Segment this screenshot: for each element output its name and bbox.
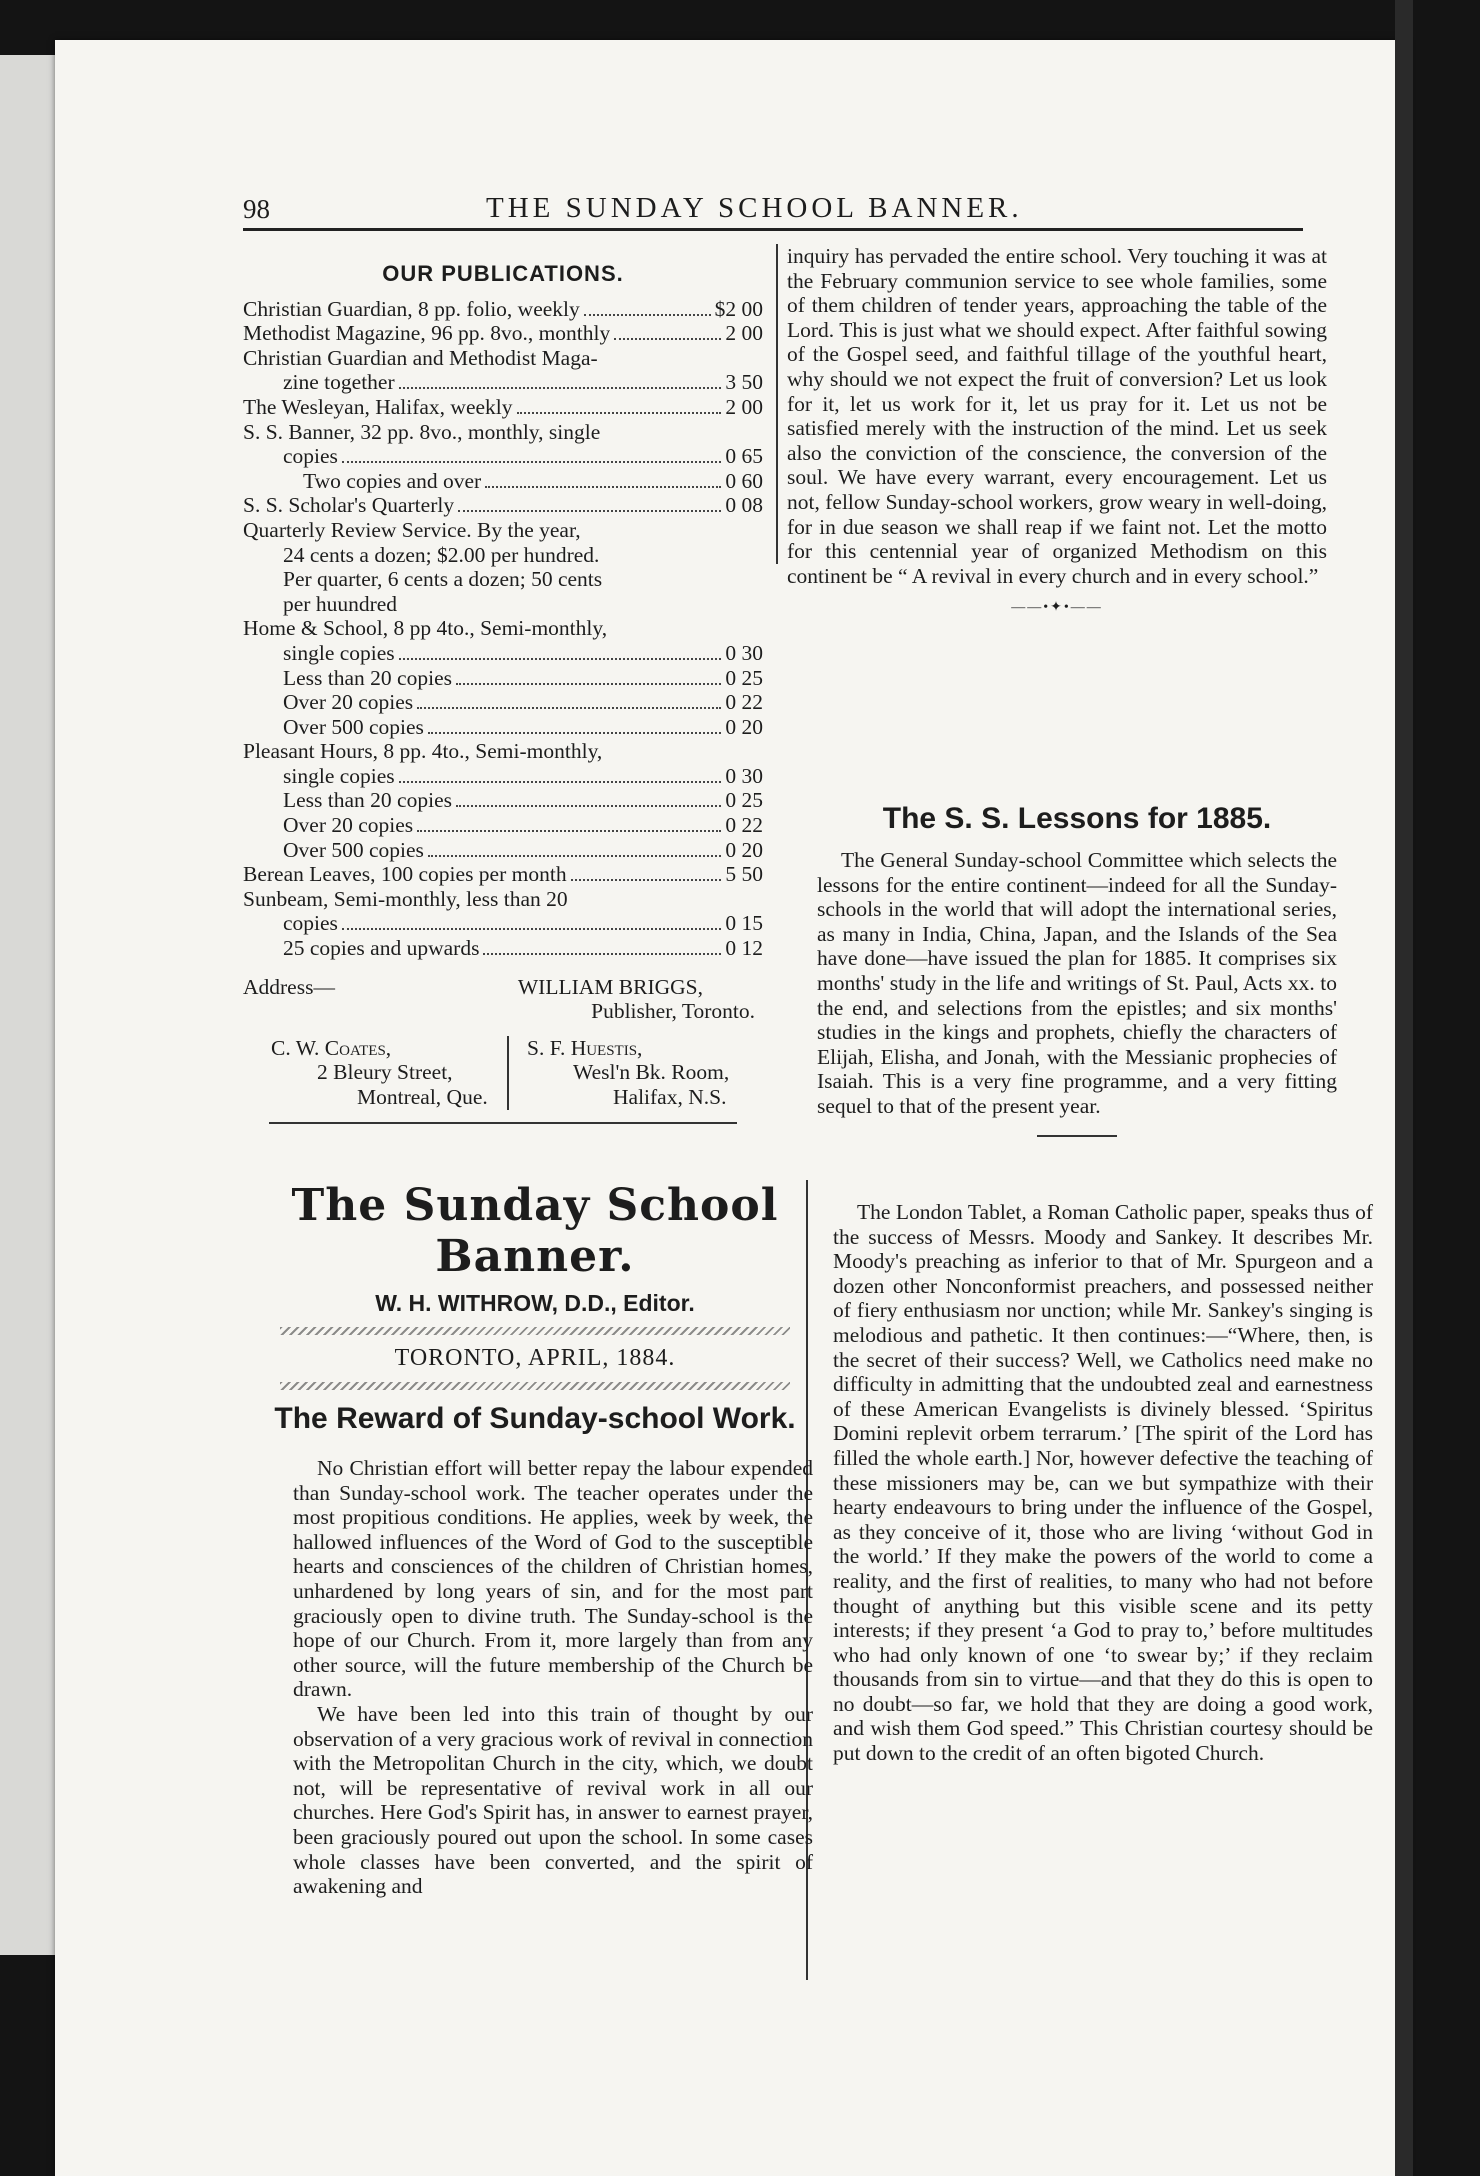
publication-row [243, 616, 763, 641]
leader-dots [399, 781, 722, 783]
publication-name: Christian Guardian, 8 pp. folio, weekly [243, 296, 580, 321]
publication-name: Pleasant Hours, 8 pp. 4to., Semi-monthly, [243, 739, 603, 764]
leader-dots [517, 412, 722, 414]
leader-dots [342, 461, 721, 463]
leader-dots [584, 314, 711, 316]
publication-price: 0 08 [725, 493, 763, 518]
article-paragraph: inquiry has pervaded the entire school. Very touching it was at the February communion service to see whole families, some of them children of tender years, approaching the table of the Lord. This is just what we should expect. After faithful sowing of the Gospel seed, and faithful tillage of the youthful heart, why should we not expect the fruit of conversion? Let us look for it, let us work for it, let us pray for it. Let us not be satisfied merely with the instruction of the mind. Let us seek also the conviction of the conscience, the conversion of the soul. We have every warrant, every encouragement. Let us not, fellow Sunday-school workers, grow weary in well-doing, for in due season we shall reap if we faint not. Let the motto for this centennial year of organized Methodism on this continent be “ A revival in every church and in every school.” [787, 244, 1327, 588]
publications-box [243, 262, 763, 1136]
publication-name: Home & School, 8 pp 4to., Semi-monthly, [243, 616, 608, 641]
agent-montreal [243, 1036, 509, 1110]
publication-price: 0 60 [725, 468, 763, 493]
publication-price: 0 22 [725, 813, 763, 838]
publication-row [243, 641, 763, 666]
next-page-edge [1395, 0, 1413, 2176]
publication-name: Over 500 copies [283, 837, 424, 862]
publication-price: 0 25 [725, 788, 763, 813]
article-paragraph: The General Sunday-school Committee which selects the lessons for the entire continent—indeed for all the Sunday-schools in the world that will adopt the international series, as many in India, China, Japan, and the Islands of the Sea have done—have issued the plan for 1885. It comprises six months' study in the life and writings of St. Paul, Acts xx. to the end, and selections from the epistles; and six months' studies in the kings and prophets, chiefly the characters of Elijah, Elisha, and Jonah, with the Messianic prophecies of Isaiah. This is a very fine programme, and a very fitting sequel to that of the present year. [817, 848, 1337, 1118]
publication-name: Over 500 copies [283, 714, 424, 739]
leader-dots [458, 510, 721, 512]
article-reward-body [293, 1456, 813, 1899]
publication-row [243, 370, 763, 395]
publication-price: 0 12 [725, 936, 763, 961]
page-header [243, 188, 1303, 228]
publication-price: 0 22 [725, 690, 763, 715]
article-reward-continued [787, 244, 1327, 629]
publication-row [243, 420, 763, 445]
agent-street: 2 Bleury Street, [317, 1060, 453, 1085]
page-number: 98 [243, 194, 270, 224]
publication-row [243, 469, 763, 494]
masthead [270, 1180, 800, 1448]
publication-row [243, 862, 763, 887]
publication-row [243, 911, 763, 936]
leader-dots [428, 855, 721, 857]
publication-price: $2 00 [714, 296, 763, 321]
publication-name: Two copies and over [303, 468, 482, 493]
leader-dots [342, 928, 721, 930]
masthead-editor: W. H. WITHROW, D.D., Editor. [375, 1290, 695, 1316]
article-paragraph: The London Tablet, a Roman Catholic paper, speaks thus of the success of Messrs. Moody and Sankey. It describes Mr. Moody's preaching as inferior to that of Mr. Spurgeon and a dozen other Nonconformist preachers, and possessed neither of fiery enthusiasm nor unction; while Mr. Sankey's singing is melodious and pathetic. It then continues:—“Where, then, is the secret of their success? Well, we Catholics need make no difficulty in admitting that the undoubted zeal and earnestness of these American Evangelists is divinely blessed. ‘Spiritus Domini replevit orbem terrarum.’ [The spirit of the Lord has filled the whole earth.] Nor, however defective the teaching of these missioners may be, can we but sympathize with their hearty endeavours to bring under the influence of the Gospel, as they conceive of it, those who are living ‘without God in the world.’ If they make the powers of the world to come a reality, and the first of realities, to many who had not before thought of anything but this visible scene and its petty interests; if they present ‘a God to pray to,’ before multitudes who had only known of one ‘to swear by;’ if they reclaim thousands from sin to virtue—and that they do this is open to no doubt—so far, we hold that they are doing a good work, and wish them God speed.” This Christian courtesy should be put down to the credit of an often bigoted Church. [833, 1200, 1373, 1766]
publication-name: Christian Guardian and Methodist Maga- [243, 345, 598, 370]
publication-price: 0 65 [725, 444, 763, 469]
wavy-rule [280, 1327, 790, 1335]
publication-name: single copies [283, 640, 395, 665]
publication-price: 0 20 [725, 837, 763, 862]
publication-name: Less than 20 copies [283, 665, 452, 690]
publication-name: Over 20 copies [283, 690, 414, 715]
leader-dots [483, 953, 721, 955]
publication-name: zine together [283, 370, 395, 395]
running-title: THE SUNDAY SCHOOL BANNER. [486, 192, 1023, 224]
article-title: The S. S. Lessons for 1885. [882, 802, 1272, 835]
publication-row [243, 297, 763, 322]
publications-heading: OUR PUBLICATIONS. [382, 261, 624, 286]
publication-row [243, 666, 763, 691]
masthead-title: The Sunday School Banner. [291, 1180, 779, 1282]
publication-row [243, 936, 763, 961]
publication-name: 25 copies and upwards [283, 936, 480, 961]
agent-city: Halifax, N.S. [613, 1085, 727, 1109]
publication-row [243, 518, 763, 543]
agent-halifax [509, 1036, 763, 1110]
publication-row [243, 543, 763, 568]
article-title: The Reward of Sunday-school Work. [274, 1402, 796, 1435]
dateline: TORONTO, APRIL, 1884. [394, 1345, 676, 1371]
publication-name: Quarterly Review Service. By the year, [243, 517, 581, 542]
publication-name: Sunbeam, Semi-monthly, less than 20 [243, 886, 568, 911]
publication-name: copies [283, 911, 338, 936]
leader-dots [485, 486, 721, 488]
column-divider [776, 244, 778, 564]
publication-name: S. S. Banner, 32 pp. 8vo., monthly, single [243, 419, 601, 444]
publication-name: single copies [283, 763, 395, 788]
address-block [243, 975, 763, 1024]
publication-price: 5 50 [725, 862, 763, 887]
leader-dots [399, 658, 722, 660]
leader-dots [417, 830, 721, 832]
section-rule [1037, 1135, 1117, 1137]
publication-row [243, 764, 763, 789]
leader-dots [456, 805, 721, 807]
publication-name: 24 cents a dozen; $2.00 per hundred. [283, 542, 600, 567]
publication-row [243, 715, 763, 740]
publication-price: 0 20 [725, 714, 763, 739]
publication-name: Berean Leaves, 100 copies per month [243, 862, 567, 887]
publication-price: 0 30 [725, 640, 763, 665]
ornament-rule: ——•✦•—— [1011, 600, 1103, 616]
publisher-place: Publisher, Toronto. [591, 999, 755, 1024]
publication-row [243, 788, 763, 813]
leader-dots [428, 732, 721, 734]
publication-name: Over 20 copies [283, 813, 414, 838]
publication-row [243, 887, 763, 912]
publication-row [243, 592, 763, 617]
publication-name: The Wesleyan, Halifax, weekly [243, 394, 513, 419]
publication-price: 0 30 [725, 763, 763, 788]
agent-name: C. W. Coates, [271, 1035, 392, 1060]
publication-row [243, 444, 763, 469]
publication-name: Methodist Magazine, 96 pp. 8vo., monthly [243, 321, 611, 346]
publication-price: 0 15 [725, 911, 763, 936]
agent-city: Montreal, Que. [357, 1085, 488, 1109]
publisher-name: WILLIAM BRIGGS, [517, 974, 703, 999]
publication-row [243, 813, 763, 838]
leader-dots [614, 338, 721, 340]
publication-row [243, 567, 763, 592]
leader-dots [456, 683, 721, 685]
leader-dots [417, 707, 721, 709]
leader-dots [399, 387, 722, 389]
leader-dots [571, 879, 722, 881]
publications-list [243, 297, 763, 961]
publication-row [243, 739, 763, 764]
publication-price: 0 25 [725, 665, 763, 690]
article-paragraph: We have been led into this train of thought by our observation of a very gracious work of revival in connection with the Metropolitan Church in the city, which, we doubt not, will be representative of revival work in all our churches. Here God's Spirit has, in answer to earnest prayer, been graciously poured out upon the school. In some cases whole classes have been converted, and the spirit of awakening and [293, 1701, 814, 1899]
article-lessons [817, 790, 1337, 1153]
header-rule [243, 228, 1303, 231]
publication-name: copies [283, 444, 338, 469]
publication-row [243, 346, 763, 371]
wavy-rule [280, 1382, 790, 1390]
article-paragraph: No Christian effort will better repay the labour expended than Sunday-school work. The teacher operates under the most propitious conditions. He applies, week by week, the hallowed influences of the Word of God to the susceptible hearts and consciences of the children of Christian homes, unhardened by long years of sin, and for the most part graciously open to divine truth. The Sunday-school is the hope of our Church. From it, more largely than from any other source, will the future membership of the Church be drawn. [293, 1456, 813, 1702]
publication-row [243, 838, 763, 863]
publication-row [243, 493, 763, 518]
publication-price: 3 50 [725, 370, 763, 395]
agent-street: Wesl'n Bk. Room, [573, 1060, 730, 1085]
address-label: Address— [243, 974, 335, 999]
agent-name: S. F. Huestis, [527, 1035, 643, 1060]
publication-name: Less than 20 copies [283, 788, 452, 813]
publication-price: 2 00 [725, 321, 763, 346]
agents-block [243, 1036, 763, 1110]
article-tablet [833, 1200, 1373, 1766]
publication-name: S. S. Scholar's Quarterly [243, 493, 455, 518]
section-rule [269, 1122, 737, 1124]
publication-name: per huundred [283, 591, 398, 616]
publication-price: 2 00 [725, 394, 763, 419]
publication-row [243, 321, 763, 346]
publication-name: Per quarter, 6 cents a dozen; 50 cents [283, 567, 603, 592]
publication-row [243, 690, 763, 715]
publication-row [243, 395, 763, 420]
